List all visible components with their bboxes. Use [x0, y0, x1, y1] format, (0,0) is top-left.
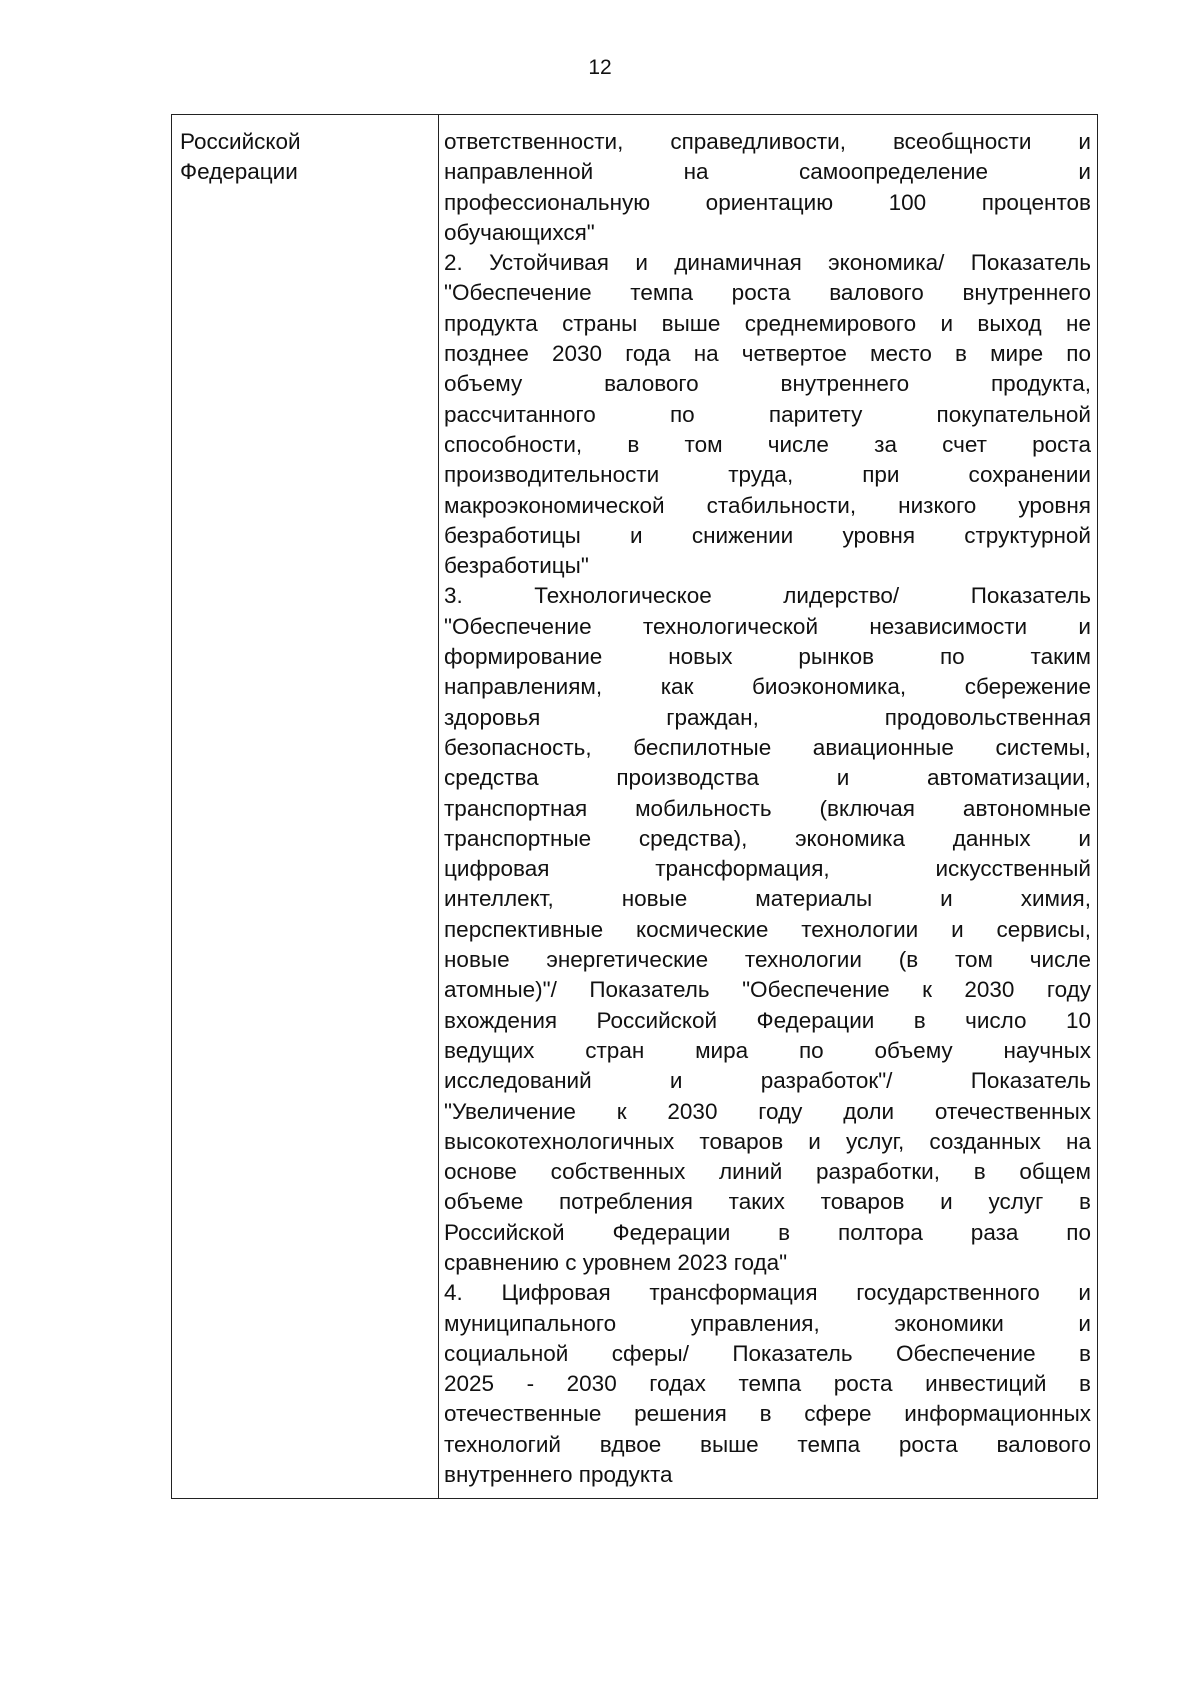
right-cell-line: 2025 - 2030 годах темпа роста инвестиций в [444, 1371, 1091, 1397]
right-cell-line: способности, в том числе за счет роста [444, 431, 1091, 457]
right-cell-line: производительности труда, при сохранении [444, 462, 1091, 488]
right-cell-line: макроэкономической стабильности, низкого уровня [444, 492, 1091, 518]
right-cell-line: обучающихся" [444, 219, 595, 245]
right-cell-line: безработицы" [444, 553, 589, 579]
right-cell-line: атомные)"/ Показатель "Обеспечение к 2030 году [444, 977, 1091, 1003]
right-cell-line: 3. Технологическое лидерство/ Показатель [444, 583, 1091, 609]
right-cell-line: высокотехнологичных товаров и услуг, созданных на [444, 1128, 1091, 1154]
right-cell-line: отечественные решения в сфере информационных [444, 1401, 1091, 1427]
right-cell-line: направленной на самоопределение и [444, 159, 1091, 185]
right-cell-line: продукта страны выше среднемирового и выход не [444, 310, 1091, 336]
right-cell-line: основе собственных линий разработки, в общем [444, 1159, 1091, 1185]
right-cell-line: формирование новых рынков по таким [444, 644, 1091, 670]
right-cell-line: ответственности, справедливости, всеобщности и [444, 129, 1091, 154]
right-cell-line: муниципального управления, экономики и [444, 1310, 1091, 1336]
left-cell-line: Федерации [180, 159, 298, 185]
right-cell-line: перспективные космические технологии и сервисы, [444, 916, 1091, 942]
right-cell-line: средства производства и автоматизации, [444, 765, 1091, 791]
right-cell-line: позднее 2030 года на четвертое место в мире по [444, 341, 1091, 367]
right-cell-line: объему валового внутреннего продукта, [444, 371, 1091, 397]
right-cell-line: сравнению с уровнем 2023 года" [444, 1249, 788, 1275]
right-cell-line: социальной сферы/ Показатель Обеспечение в [444, 1340, 1091, 1366]
right-cell-line: ведущих стран мира по объему научных [444, 1037, 1091, 1063]
right-cell [444, 127, 1091, 1490]
right-cell-line: внутреннего продукта [444, 1462, 673, 1488]
document-table [171, 114, 1098, 1499]
right-cell-line: профессиональную ориентацию 100 процентов [444, 189, 1091, 215]
right-cell-line: новые энергетические технологии (в том числе [444, 947, 1091, 973]
right-cell-line: цифровая трансформация, искусственный [444, 856, 1091, 882]
right-cell-line: технологий вдвое выше темпа роста валового [444, 1431, 1091, 1457]
right-cell-line: безопасность, беспилотные авиационные системы, [444, 734, 1091, 760]
right-cell-line: Российской Федерации в полтора раза по [444, 1219, 1091, 1245]
right-cell-line: интеллект, новые материалы и химия, [444, 886, 1091, 912]
column-divider [438, 115, 439, 1498]
right-cell-line: "Увеличение к 2030 году доли отечественных [444, 1098, 1091, 1124]
right-cell-line: "Обеспечение технологической независимости и [444, 613, 1091, 639]
right-cell-line: транспортные средства), экономика данных и [444, 825, 1091, 851]
right-cell-line: 4. Цифровая трансформация государственного и [444, 1280, 1091, 1306]
right-cell-line: здоровья граждан, продовольственная [444, 704, 1091, 730]
right-cell-line: направлениям, как биоэкономика, сбережение [444, 674, 1091, 700]
right-cell-line: рассчитанного по паритету покупательной [444, 401, 1091, 427]
right-cell-line: безработицы и снижении уровня структурной [444, 522, 1091, 548]
right-cell-line: исследований и разработок"/ Показатель [444, 1068, 1091, 1094]
right-cell-line: объеме потребления таких товаров и услуг в [444, 1189, 1091, 1215]
left-cell-line: Российской [180, 129, 301, 154]
right-cell-line: транспортная мобильность (включая автономные [444, 795, 1091, 821]
right-cell-line: "Обеспечение темпа роста валового внутреннего [444, 280, 1091, 306]
left-cell [180, 127, 430, 188]
right-cell-line: вхождения Российской Федерации в число 10 [444, 1007, 1091, 1033]
page-number: 12 [588, 56, 612, 79]
right-cell-line: 2. Устойчивая и динамичная экономика/ Показатель [444, 250, 1091, 276]
